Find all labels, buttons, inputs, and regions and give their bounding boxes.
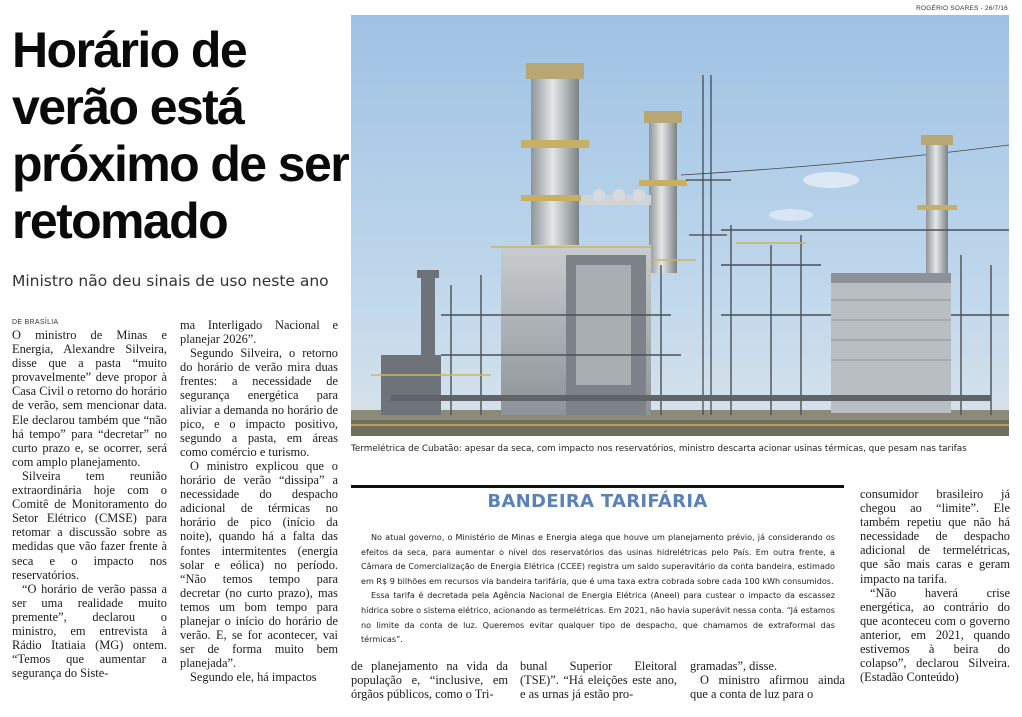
box-top-rule — [351, 485, 844, 488]
photo-credit: ROGÉRIO SOARES - 26/7/16 — [916, 5, 1008, 12]
dateline: DE BRASÍLIA — [12, 319, 59, 326]
article-column-4 — [520, 659, 677, 701]
article-column-1 — [12, 318, 167, 680]
article-column-5 — [690, 659, 845, 701]
article-column-2 — [180, 318, 338, 684]
paragraph: consumidor brasileiro já chegou ao “limite”. Ele também repetiu que não há necessidade de despacho adicional de termelétricas, que são mais caras e geram impacto na tarifa. — [860, 487, 1010, 586]
paragraph: Segundo Silveira, o retorno do horário de verão mira duas frentes: a necessidade de segurança energética para aliviar a demanda no horário de pico, e o impacto positivo, segundo a pasta, em áreas como comércio e turismo. — [180, 346, 338, 459]
box-title: BANDEIRA TARIFÁRIA — [487, 491, 708, 512]
paragraph: de planejamento na vida da população e, “inclusive, em órgãos públicos, como o Tri- — [351, 659, 508, 702]
paragraph: O ministro de Minas e Energia, Alexandre Silveira, disse que a pasta “muito provavelmente” deve propor à Casa Civil o retorno do horário de verão, sem mencionar data. Ele declarou também que “não há tempo” para “decretar” no curto prazo e, se ocorrer, será com amplo planejamento. — [12, 328, 167, 469]
paragraph: “O horário de verão passa a ser uma realidade muito premente”, declarou o ministro, em entrevista à Rádio Itatiaia (MG) ontem. “Temos que aumentar a segurança do Siste- — [12, 581, 167, 681]
article-column-3 — [351, 659, 508, 701]
paragraph: gramadas”, disse. — [690, 659, 778, 673]
paragraph: O ministro explicou que o horário de verão “dissipa” a necessidade do despacho adicional de térmicas no horário de pico (início da noite), quando há a falta das fontes intermitentes (energia solar e eólica) no período. “Não temos tempo para decretar (no curto prazo), mas temos um bom tempo para planejar o início do horário de verão. E, se for acontecer, vai ser de forma muito bem planejada”. — [180, 458, 338, 671]
paragraph: “Não haverá crise energética, ao contrário do que aconteceu com o governo anterior, em 2021, quando estivemos à beira do colapso”, declarou Silveira. (Estadão Conteúdo) — [860, 585, 1010, 685]
paragraph: O ministro afirmou ainda que a conta de luz para o — [690, 673, 845, 702]
paragraph: Segundo ele, há impactos — [190, 670, 317, 685]
headline: Horário de verão está próximo de ser retomado — [12, 22, 349, 249]
thermoelectric-plant-photo — [351, 15, 1009, 436]
paragraph: ma Interligado Nacional e planejar 2026”. — [180, 318, 338, 347]
box-text — [361, 530, 835, 647]
box-paragraph: No atual governo, o Ministério de Minas e Energia alega que houve um planejamento prévio, já considerando os efeitos da seca, para aumentar o nível dos reservatórios das usinas hidrelétricas pelo País. Em outra frente, a Câmara de Comercialização de Energia Elétrica (CCEE) registra um saldo superavitário da conta bandeira, estimado em R$ 9 bilhões em recursos via bandeira tarifária, que é uma taxa extra cobrada sobre cada 100 kWh consumidos. — [361, 532, 835, 586]
paragraph: bunal Superior Eleitoral (TSE)”. “Há eleições este ano, e as urnas já estão pro- — [520, 659, 677, 702]
subheadline: Ministro não deu sinais de uso neste ano — [12, 272, 329, 290]
article-column-6 — [860, 487, 1010, 684]
paragraph: Silveira tem reunião extraordinária hoje com o Comitê de Monitoramento do Setor Elétrico (CMSE) para retomar a discussão sobre as medidas que vão fazer frente à seca e o impacto nos reservatórios. — [12, 468, 167, 582]
box-paragraph: Essa tarifa é decretada pela Agência Nacional de Energia Elétrica (Aneel) para custear o impacto da escassez hídrica sobre o sistema elétrico, acionando as termelétricas. Em 2021, não havia superávit nessa conta. “Já estamos no limite da conta de luz. Queremos evitar qualquer tipo de despacho, que chamamos de extraformal das térmicas”. — [361, 590, 835, 645]
photo-caption: Termelétrica de Cubatão: apesar da seca, com impacto nos reservatórios, ministro descarta acionar usinas térmicas, que pesam nas tarifas — [351, 444, 967, 454]
